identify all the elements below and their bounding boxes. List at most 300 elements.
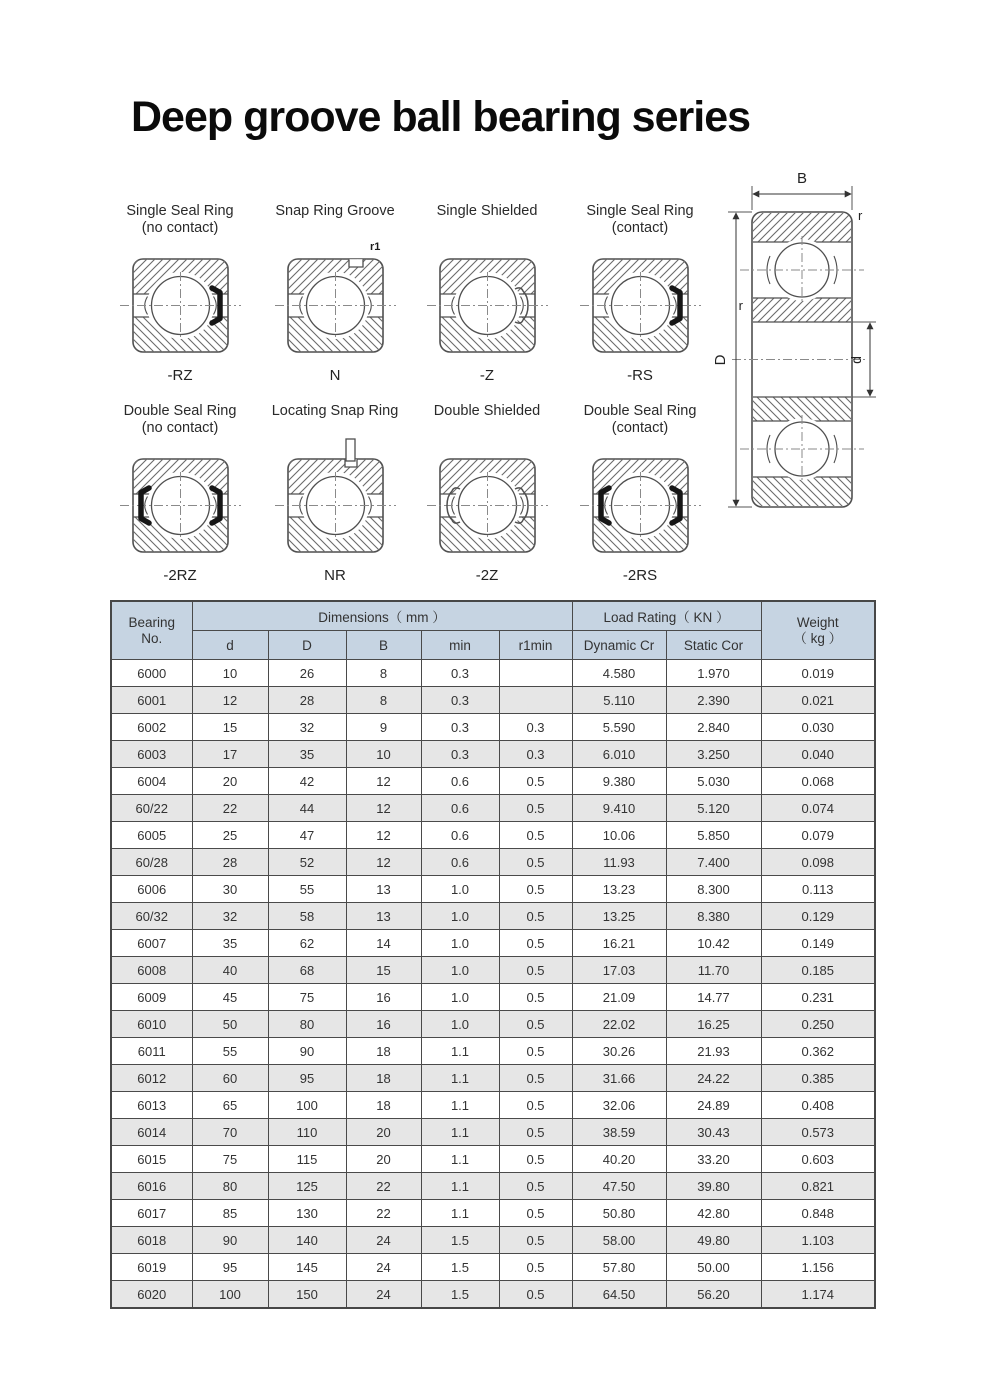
table-cell: 13.25	[572, 903, 666, 930]
header-dynamic: Dynamic Cr	[572, 631, 666, 660]
table-cell: 0.821	[761, 1173, 875, 1200]
table-cell: 2.390	[666, 687, 761, 714]
bearing-no-cell: 6008	[111, 957, 192, 984]
table-cell: 0.5	[499, 849, 572, 876]
bearing-section-drawing	[119, 434, 242, 565]
header-D: D	[268, 631, 346, 660]
bearing-code-label: -Z	[479, 367, 495, 384]
bearing-no-cell: 6001	[111, 687, 192, 714]
bearing-code-label: -2Z	[475, 567, 499, 584]
bearing-code-label: -RZ	[167, 367, 193, 384]
table-cell: 6.010	[572, 741, 666, 768]
table-cell: 0.5	[499, 1173, 572, 1200]
table-row	[111, 876, 875, 903]
header-bearing-line1: Bearing	[128, 614, 176, 630]
table-cell: 100	[268, 1092, 346, 1119]
table-cell: 24	[346, 1227, 421, 1254]
table-cell: 1.156	[761, 1254, 875, 1281]
bearing-section-drawing	[426, 234, 549, 365]
table-cell: 18	[346, 1092, 421, 1119]
bearing-title-line1: Snap Ring Groove	[275, 203, 395, 219]
table-row	[111, 984, 875, 1011]
table-cell: 1.5	[421, 1281, 499, 1309]
bearing-diagram-2rz	[105, 403, 255, 584]
table-cell: 58	[268, 903, 346, 930]
bearing-no-cell: 6005	[111, 822, 192, 849]
table-cell: 0.5	[499, 957, 572, 984]
table-cell: 1.970	[666, 660, 761, 687]
table-cell: 30.43	[666, 1119, 761, 1146]
table-cell: 1.1	[421, 1146, 499, 1173]
table-cell: 0.3	[421, 714, 499, 741]
table-cell: 1.0	[421, 930, 499, 957]
table-cell: 40.20	[572, 1146, 666, 1173]
table-cell: 1.1	[421, 1119, 499, 1146]
table-row	[111, 1227, 875, 1254]
table-cell: 0.5	[499, 1011, 572, 1038]
table-cell: 70	[192, 1119, 268, 1146]
table-cell: 1.1	[421, 1038, 499, 1065]
table-cell: 1.5	[421, 1227, 499, 1254]
spec-table-body	[111, 660, 875, 1309]
header-bearing-no	[111, 601, 192, 660]
table-cell: 0.5	[499, 876, 572, 903]
table-cell: 64.50	[572, 1281, 666, 1309]
table-row	[111, 1200, 875, 1227]
dim-label-r-left: r	[738, 298, 743, 313]
table-cell: 58.00	[572, 1227, 666, 1254]
table-cell: 15	[192, 714, 268, 741]
table-cell: 1.0	[421, 1011, 499, 1038]
table-cell: 57.80	[572, 1254, 666, 1281]
page-title: Deep groove ball bearing series	[131, 92, 751, 141]
bearing-no-cell: 6004	[111, 768, 192, 795]
table-cell: 8	[346, 687, 421, 714]
bearing-code-label: -2RS	[622, 567, 658, 584]
table-cell: 21.93	[666, 1038, 761, 1065]
bearing-no-cell: 60/22	[111, 795, 192, 822]
table-cell: 2.840	[666, 714, 761, 741]
table-cell: 20	[346, 1119, 421, 1146]
table-cell: 0.3	[421, 741, 499, 768]
bearing-no-cell: 6016	[111, 1173, 192, 1200]
header-bearing-line2: No.	[141, 630, 163, 646]
table-cell: 0.079	[761, 822, 875, 849]
table-cell: 50.00	[666, 1254, 761, 1281]
table-cell: 5.030	[666, 768, 761, 795]
bearing-no-cell: 6015	[111, 1146, 192, 1173]
bearing-diagram-2z	[412, 403, 562, 584]
table-cell: 0.030	[761, 714, 875, 741]
table-cell: 8.300	[666, 876, 761, 903]
header-dimensions: Dimensions（ mm ）	[192, 601, 572, 631]
bearing-section-drawing	[579, 434, 702, 565]
bearing-no-cell: 6012	[111, 1065, 192, 1092]
table-cell: 56.20	[666, 1281, 761, 1309]
table-cell: 0.5	[499, 1038, 572, 1065]
table-row	[111, 660, 875, 687]
table-cell: 10	[192, 660, 268, 687]
table-cell: 9.380	[572, 768, 666, 795]
table-cell: 10.42	[666, 930, 761, 957]
table-cell: 0.5	[499, 1119, 572, 1146]
table-cell: 30	[192, 876, 268, 903]
header-load-rating: Load Rating（ KN ）	[572, 601, 761, 631]
table-cell: 1.1	[421, 1173, 499, 1200]
table-cell: 24.22	[666, 1065, 761, 1092]
table-cell: 68	[268, 957, 346, 984]
table-cell: 110	[268, 1119, 346, 1146]
table-cell: 25	[192, 822, 268, 849]
bearing-diagram-nr	[260, 403, 410, 584]
table-cell: 0.6	[421, 849, 499, 876]
table-cell: 55	[192, 1038, 268, 1065]
table-cell: 24	[346, 1254, 421, 1281]
table-row	[111, 768, 875, 795]
table-cell	[499, 660, 572, 687]
table-cell: 0.3	[421, 660, 499, 687]
table-cell: 4.580	[572, 660, 666, 687]
table-cell: 14	[346, 930, 421, 957]
bearing-no-cell: 6019	[111, 1254, 192, 1281]
table-cell: 1.0	[421, 903, 499, 930]
table-cell: 5.110	[572, 687, 666, 714]
table-cell: 12	[192, 687, 268, 714]
table-row	[111, 1011, 875, 1038]
bearing-no-cell: 60/28	[111, 849, 192, 876]
bearing-title-line1: Double Shielded	[433, 403, 541, 419]
table-cell: 12	[346, 822, 421, 849]
table-cell: 22	[346, 1173, 421, 1200]
table-cell: 0.362	[761, 1038, 875, 1065]
table-row	[111, 1173, 875, 1200]
table-cell: 11.93	[572, 849, 666, 876]
table-cell: 0.5	[499, 1092, 572, 1119]
bearing-no-cell: 6010	[111, 1011, 192, 1038]
table-cell: 0.5	[499, 1227, 572, 1254]
dim-label-D: D	[712, 354, 729, 366]
table-cell: 22	[192, 795, 268, 822]
table-cell: 42	[268, 768, 346, 795]
table-cell: 31.66	[572, 1065, 666, 1092]
table-cell: 12	[346, 849, 421, 876]
bearing-diagram-2rs	[565, 403, 715, 584]
table-cell: 0.573	[761, 1119, 875, 1146]
table-cell: 40	[192, 957, 268, 984]
bearing-no-cell: 6018	[111, 1227, 192, 1254]
table-cell: 32	[192, 903, 268, 930]
table-cell: 60	[192, 1065, 268, 1092]
table-cell: 35	[268, 741, 346, 768]
table-cell: 95	[192, 1254, 268, 1281]
bearing-diagrams	[0, 0, 995, 600]
table-cell: 0.5	[499, 822, 572, 849]
table-cell: 100	[192, 1281, 268, 1309]
table-cell: 75	[192, 1146, 268, 1173]
table-cell: 9	[346, 714, 421, 741]
table-cell: 0.6	[421, 822, 499, 849]
table-cell: 17	[192, 741, 268, 768]
spec-table-header	[111, 601, 875, 660]
table-cell: 0.408	[761, 1092, 875, 1119]
header-weight-line1: Weight	[796, 614, 839, 630]
header-rmin: min	[421, 631, 499, 660]
bearing-diagram-rz	[105, 203, 255, 384]
table-cell: 0.5	[499, 768, 572, 795]
table-cell: 0.5	[499, 903, 572, 930]
bearing-title-line1: Double Seal Ring	[583, 403, 697, 419]
table-cell: 95	[268, 1065, 346, 1092]
dimension-cross-section	[712, 152, 887, 537]
dim-label-r-top: r	[858, 208, 863, 223]
table-cell: 13.23	[572, 876, 666, 903]
table-row	[111, 1119, 875, 1146]
bearing-section-drawing	[274, 434, 397, 565]
bearing-no-cell: 6006	[111, 876, 192, 903]
table-cell: 32	[268, 714, 346, 741]
table-cell: 0.848	[761, 1200, 875, 1227]
table-cell: 42.80	[666, 1200, 761, 1227]
table-cell: 1.1	[421, 1065, 499, 1092]
table-cell: 18	[346, 1065, 421, 1092]
bearing-section-drawing	[274, 234, 397, 365]
table-cell: 47.50	[572, 1173, 666, 1200]
table-cell: 13	[346, 876, 421, 903]
table-cell: 0.098	[761, 849, 875, 876]
table-cell: 80	[192, 1173, 268, 1200]
table-cell	[499, 687, 572, 714]
bearing-title-line1: Single Shielded	[436, 203, 538, 219]
bearing-title-line2: (no contact)	[141, 420, 219, 436]
table-cell: 16	[346, 1011, 421, 1038]
table-cell: 24.89	[666, 1092, 761, 1119]
header-B: B	[346, 631, 421, 660]
table-row	[111, 822, 875, 849]
table-cell: 55	[268, 876, 346, 903]
table-cell: 80	[268, 1011, 346, 1038]
table-cell: 12	[346, 795, 421, 822]
bearing-section-drawing	[579, 234, 702, 365]
table-cell: 8	[346, 660, 421, 687]
table-cell: 90	[268, 1038, 346, 1065]
bearing-code-label: -2RZ	[163, 567, 197, 584]
table-cell: 1.0	[421, 984, 499, 1011]
table-row	[111, 930, 875, 957]
table-cell: 0.5	[499, 1281, 572, 1309]
table-cell: 0.231	[761, 984, 875, 1011]
table-cell: 0.6	[421, 795, 499, 822]
table-cell: 33.20	[666, 1146, 761, 1173]
table-cell: 16.25	[666, 1011, 761, 1038]
table-cell: 15	[346, 957, 421, 984]
table-cell: 39.80	[666, 1173, 761, 1200]
table-cell: 49.80	[666, 1227, 761, 1254]
table-cell: 20	[346, 1146, 421, 1173]
bearing-title-line2: (no contact)	[141, 220, 219, 236]
table-row	[111, 1092, 875, 1119]
table-row	[111, 1146, 875, 1173]
table-cell: 0.3	[499, 741, 572, 768]
header-d: d	[192, 631, 268, 660]
table-cell: 5.850	[666, 822, 761, 849]
table-cell: 24	[346, 1281, 421, 1309]
table-cell: 22.02	[572, 1011, 666, 1038]
header-weight-line2: （ kg ）	[793, 630, 843, 646]
bearing-title-line1: Single Seal Ring	[126, 203, 234, 219]
table-cell: 30.26	[572, 1038, 666, 1065]
table-cell: 0.021	[761, 687, 875, 714]
table-cell: 1.0	[421, 957, 499, 984]
table-cell: 26	[268, 660, 346, 687]
dim-label-B: B	[796, 170, 808, 187]
table-row	[111, 1038, 875, 1065]
bearing-title-line1: Single Seal Ring	[586, 203, 694, 219]
table-row	[111, 741, 875, 768]
table-cell: 14.77	[666, 984, 761, 1011]
table-cell: 22	[346, 1200, 421, 1227]
table-cell: 20	[192, 768, 268, 795]
table-cell: 0.149	[761, 930, 875, 957]
bearing-no-cell: 60/32	[111, 903, 192, 930]
table-cell: 7.400	[666, 849, 761, 876]
table-row	[111, 1065, 875, 1092]
table-cell: 10.06	[572, 822, 666, 849]
table-cell: 1.103	[761, 1227, 875, 1254]
table-cell: 35	[192, 930, 268, 957]
table-cell: 11.70	[666, 957, 761, 984]
table-row	[111, 1281, 875, 1309]
table-cell: 32.06	[572, 1092, 666, 1119]
bearing-no-cell: 6003	[111, 741, 192, 768]
bearing-diagram-rs	[565, 203, 715, 384]
table-cell: 1.5	[421, 1254, 499, 1281]
table-cell: 1.1	[421, 1092, 499, 1119]
table-cell: 145	[268, 1254, 346, 1281]
bearing-no-cell: 6020	[111, 1281, 192, 1309]
table-cell: 0.5	[499, 930, 572, 957]
table-cell: 0.603	[761, 1146, 875, 1173]
table-cell: 0.3	[499, 714, 572, 741]
table-cell: 0.5	[499, 1254, 572, 1281]
bearing-code-label: NR	[324, 567, 346, 584]
table-cell: 0.074	[761, 795, 875, 822]
table-cell: 125	[268, 1173, 346, 1200]
table-cell: 0.129	[761, 903, 875, 930]
table-cell: 28	[268, 687, 346, 714]
r1-annotation: r1	[369, 241, 380, 253]
table-cell: 50.80	[572, 1200, 666, 1227]
header-static: Static Cor	[666, 631, 761, 660]
table-cell: 0.385	[761, 1065, 875, 1092]
table-row	[111, 687, 875, 714]
spec-table	[110, 600, 876, 1309]
table-row	[111, 1254, 875, 1281]
bearing-no-cell: 6002	[111, 714, 192, 741]
table-cell: 0.250	[761, 1011, 875, 1038]
bearing-no-cell: 6014	[111, 1119, 192, 1146]
table-cell: 52	[268, 849, 346, 876]
table-cell: 0.3	[421, 687, 499, 714]
table-cell: 5.120	[666, 795, 761, 822]
table-cell: 44	[268, 795, 346, 822]
bearing-no-cell: 6017	[111, 1200, 192, 1227]
bearing-code-label: N	[329, 367, 341, 384]
bearing-title-line2: (contact)	[611, 420, 669, 436]
table-cell: 0.5	[499, 795, 572, 822]
table-cell: 8.380	[666, 903, 761, 930]
table-cell: 65	[192, 1092, 268, 1119]
table-cell: 62	[268, 930, 346, 957]
table-row	[111, 795, 875, 822]
bearing-no-cell: 6007	[111, 930, 192, 957]
table-cell: 9.410	[572, 795, 666, 822]
bearing-title-line2: (contact)	[611, 220, 669, 236]
table-cell: 28	[192, 849, 268, 876]
table-cell: 140	[268, 1227, 346, 1254]
table-cell: 0.5	[499, 1200, 572, 1227]
table-cell: 75	[268, 984, 346, 1011]
table-cell: 45	[192, 984, 268, 1011]
table-cell: 16.21	[572, 930, 666, 957]
table-row	[111, 714, 875, 741]
table-cell: 0.019	[761, 660, 875, 687]
header-weight	[761, 601, 875, 660]
table-cell: 150	[268, 1281, 346, 1309]
table-cell: 1.1	[421, 1200, 499, 1227]
bearing-no-cell: 6011	[111, 1038, 192, 1065]
table-cell: 115	[268, 1146, 346, 1173]
table-row	[111, 957, 875, 984]
table-cell: 0.5	[499, 1146, 572, 1173]
table-cell: 38.59	[572, 1119, 666, 1146]
table-cell: 3.250	[666, 741, 761, 768]
table-cell: 130	[268, 1200, 346, 1227]
table-cell: 47	[268, 822, 346, 849]
bearing-diagram-n	[260, 203, 410, 384]
table-cell: 0.068	[761, 768, 875, 795]
bearing-title-line1: Double Seal Ring	[123, 403, 237, 419]
table-cell: 90	[192, 1227, 268, 1254]
table-row	[111, 849, 875, 876]
bearing-diagram-z	[412, 203, 562, 384]
table-cell: 17.03	[572, 957, 666, 984]
table-cell: 10	[346, 741, 421, 768]
table-cell: 0.6	[421, 768, 499, 795]
table-cell: 0.5	[499, 984, 572, 1011]
table-cell: 13	[346, 903, 421, 930]
table-cell: 1.174	[761, 1281, 875, 1309]
table-cell: 5.590	[572, 714, 666, 741]
table-cell: 1.0	[421, 876, 499, 903]
bearing-no-cell: 6009	[111, 984, 192, 1011]
bearing-title-line1: Locating Snap Ring	[271, 403, 399, 419]
table-cell: 18	[346, 1038, 421, 1065]
bearing-no-cell: 6013	[111, 1092, 192, 1119]
table-cell: 50	[192, 1011, 268, 1038]
table-cell: 21.09	[572, 984, 666, 1011]
table-cell: 16	[346, 984, 421, 1011]
table-cell: 0.040	[761, 741, 875, 768]
table-cell: 85	[192, 1200, 268, 1227]
header-r1min: r1min	[499, 631, 572, 660]
dim-label-d: d	[848, 356, 864, 364]
bearing-code-label: -RS	[627, 367, 653, 384]
table-cell: 0.113	[761, 876, 875, 903]
table-cell: 12	[346, 768, 421, 795]
bearing-section-drawing	[426, 434, 549, 565]
bearing-section-drawing	[119, 234, 242, 365]
table-cell: 0.185	[761, 957, 875, 984]
